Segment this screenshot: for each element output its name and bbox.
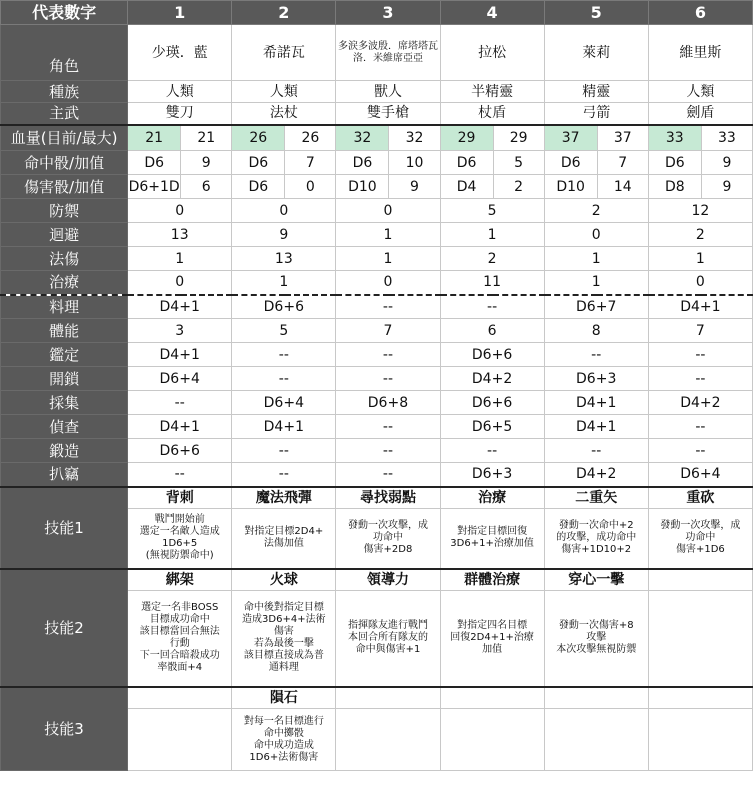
stat-scout: --	[648, 415, 752, 439]
stat-hit-value: 10	[389, 151, 440, 175]
row-label-hit: 命中骰/加值	[1, 151, 128, 175]
skill-name: 二重矢	[544, 487, 648, 509]
stat-magic: 1	[336, 247, 440, 271]
stat-hit-current: D6	[232, 151, 285, 175]
stat-unlock: D4+2	[440, 367, 544, 391]
stat-stamina: 3	[128, 319, 232, 343]
stat-hit-value: 7	[597, 151, 648, 175]
stat-dmg-current: D4	[440, 175, 493, 199]
character-race: 精靈	[544, 81, 648, 103]
stat-hp-current: 29	[440, 125, 493, 151]
stat-hit-value: 9	[701, 151, 752, 175]
character-weapon: 雙刀	[128, 103, 232, 125]
skill-name: 穿心一擊	[544, 569, 648, 591]
row-label-role: 角色	[1, 25, 128, 81]
skill-description: 指揮隊友進行戰鬥 本回合所有隊友的 命中與傷害+1	[336, 591, 440, 687]
skill-description: 發動一次攻擊，成 功命中 傷害+2D8	[336, 509, 440, 569]
stat-appraise: D4+1	[128, 343, 232, 367]
stat-defense: 5	[440, 199, 544, 223]
row-label-defense: 防禦	[1, 199, 128, 223]
stat-hp-value: 33	[701, 125, 752, 151]
row-label-race: 種族	[1, 81, 128, 103]
skill-name: 領導力	[336, 569, 440, 591]
stat-hp-value: 26	[285, 125, 336, 151]
stat-scout: D4+1	[544, 415, 648, 439]
stat-magic: 2	[440, 247, 544, 271]
stat-appraise: --	[648, 343, 752, 367]
stat-gather: D6+8	[336, 391, 440, 415]
skill-description	[336, 709, 440, 771]
stat-scout: D6+5	[440, 415, 544, 439]
row-label-skill3: 技能3	[1, 687, 128, 771]
column-number: 6	[648, 1, 752, 25]
stat-hp-current: 33	[648, 125, 701, 151]
stat-pick: --	[232, 463, 336, 487]
stat-unlock: --	[232, 367, 336, 391]
stat-stamina: 5	[232, 319, 336, 343]
stat-forge: D6+6	[128, 439, 232, 463]
skill-description: 戰鬥開始前 選定一名敵人造成 1D6+5 (無視防禦命中)	[128, 509, 232, 569]
stat-magic: 1	[128, 247, 232, 271]
character-race: 獸人	[336, 81, 440, 103]
row-label-pick: 扒竊	[1, 463, 128, 487]
stat-heal: 0	[336, 271, 440, 295]
character-weapon: 劍盾	[648, 103, 752, 125]
stat-hit-current: D6	[440, 151, 493, 175]
stat-gather: D6+6	[440, 391, 544, 415]
stat-defense: 0	[128, 199, 232, 223]
skill-description: 發動一次傷害+8 攻擊 本次攻擊無視防禦	[544, 591, 648, 687]
stat-hp-value: 29	[493, 125, 544, 151]
stat-defense: 0	[232, 199, 336, 223]
skill-description	[648, 591, 752, 687]
stat-hp-current: 32	[336, 125, 389, 151]
stat-hp-value: 21	[181, 125, 232, 151]
character-name: 希諾瓦	[232, 25, 336, 81]
stat-appraise: --	[544, 343, 648, 367]
row-label-dmg: 傷害骰/加值	[1, 175, 128, 199]
skill-name: 治療	[440, 487, 544, 509]
stat-pick: --	[336, 463, 440, 487]
column-number: 3	[336, 1, 440, 25]
character-race: 半精靈	[440, 81, 544, 103]
stat-scout: D4+1	[128, 415, 232, 439]
stat-pick: D4+2	[544, 463, 648, 487]
column-number: 4	[440, 1, 544, 25]
stat-gather: --	[128, 391, 232, 415]
character-weapon: 弓箭	[544, 103, 648, 125]
skill-description: 對每一名目標進行 命中擲骰 命中成功造成 1D6+法術傷害	[232, 709, 336, 771]
row-label-scout: 偵查	[1, 415, 128, 439]
skill-name	[648, 687, 752, 709]
column-number: 2	[232, 1, 336, 25]
stat-dmg-value: 9	[389, 175, 440, 199]
stat-heal: 1	[232, 271, 336, 295]
stat-appraise: --	[232, 343, 336, 367]
stat-hp-value: 37	[597, 125, 648, 151]
skill-name: 魔法飛彈	[232, 487, 336, 509]
stat-hp-value: 32	[389, 125, 440, 151]
stat-gather: D6+4	[232, 391, 336, 415]
character-name: 少瑛．藍	[128, 25, 232, 81]
column-number: 5	[544, 1, 648, 25]
stat-hit-value: 5	[493, 151, 544, 175]
row-label-skill2: 技能2	[1, 569, 128, 687]
stat-forge: --	[544, 439, 648, 463]
skill-name: 隕石	[232, 687, 336, 709]
stat-gather: D4+1	[544, 391, 648, 415]
stat-magic: 1	[648, 247, 752, 271]
stat-stamina: 8	[544, 319, 648, 343]
stat-hit-value: 9	[181, 151, 232, 175]
stat-hit-value: 7	[285, 151, 336, 175]
stat-evade: 1	[336, 223, 440, 247]
stat-defense: 2	[544, 199, 648, 223]
skill-name: 綁架	[128, 569, 232, 591]
column-number: 1	[128, 1, 232, 25]
skill-description: 對指定四名目標 回復2D4+1+治療 加值	[440, 591, 544, 687]
skill-name: 重砍	[648, 487, 752, 509]
stat-hit-current: D6	[128, 151, 181, 175]
stat-defense: 12	[648, 199, 752, 223]
stat-gather: D4+2	[648, 391, 752, 415]
row-label-forge: 鍛造	[1, 439, 128, 463]
header-label: 代表數字	[1, 1, 128, 25]
stat-cook: --	[440, 295, 544, 319]
stat-dmg-current: D6	[232, 175, 285, 199]
stat-stamina: 7	[648, 319, 752, 343]
stat-dmg-current: D10	[336, 175, 389, 199]
character-weapon: 法杖	[232, 103, 336, 125]
stat-defense: 0	[336, 199, 440, 223]
skill-name: 尋找弱點	[336, 487, 440, 509]
stat-unlock: --	[648, 367, 752, 391]
character-name: 萊莉	[544, 25, 648, 81]
row-label-skill1: 技能1	[1, 487, 128, 569]
stat-forge: --	[336, 439, 440, 463]
stat-evade: 0	[544, 223, 648, 247]
stat-dmg-value: 9	[701, 175, 752, 199]
skill-name: 群體治療	[440, 569, 544, 591]
stat-pick: D6+4	[648, 463, 752, 487]
skill-description: 命中後對指定目標 造成3D6+4+法術 傷害 若為最後一擊 該目標直接成為普 通料理	[232, 591, 336, 687]
stat-unlock: --	[336, 367, 440, 391]
stat-evade: 2	[648, 223, 752, 247]
skill-description: 選定一名非BOSS 目標成功命中 該目標當回合無法 行動 下一回合暗殺成功 率骰面+4	[128, 591, 232, 687]
character-name: 拉松	[440, 25, 544, 81]
stat-scout: D4+1	[232, 415, 336, 439]
stat-forge: --	[440, 439, 544, 463]
row-label-magic: 法傷	[1, 247, 128, 271]
stat-hp-current: 37	[544, 125, 597, 151]
stat-heal: 0	[648, 271, 752, 295]
row-label-hp: 血量(目前/最大)	[1, 125, 128, 151]
row-label-unlock: 開鎖	[1, 367, 128, 391]
skill-description	[544, 709, 648, 771]
character-race: 人類	[232, 81, 336, 103]
stat-hp-current: 21	[128, 125, 181, 151]
stat-evade: 9	[232, 223, 336, 247]
stat-magic: 13	[232, 247, 336, 271]
skill-name: 火球	[232, 569, 336, 591]
skill-description: 發動一次攻擊，成 功命中 傷害+1D6	[648, 509, 752, 569]
stat-heal: 11	[440, 271, 544, 295]
stat-evade: 13	[128, 223, 232, 247]
stat-unlock: D6+3	[544, 367, 648, 391]
skill-name	[128, 687, 232, 709]
stat-pick: --	[128, 463, 232, 487]
stat-dmg-value: 2	[493, 175, 544, 199]
row-label-stamina: 體能	[1, 319, 128, 343]
row-label-weapon: 主武	[1, 103, 128, 125]
stat-forge: --	[648, 439, 752, 463]
row-label-appraise: 鑑定	[1, 343, 128, 367]
stat-hit-current: D6	[544, 151, 597, 175]
stat-dmg-value: 14	[597, 175, 648, 199]
stat-magic: 1	[544, 247, 648, 271]
stat-pick: D6+3	[440, 463, 544, 487]
character-race: 人類	[128, 81, 232, 103]
character-weapon: 杖盾	[440, 103, 544, 125]
stat-dmg-current: D8	[648, 175, 701, 199]
stat-dmg-current: D6+1D	[128, 175, 181, 199]
character-name: 多涙多波殷．席塔塔瓦洛．米維席亞亞	[336, 25, 440, 81]
stat-dmg-value: 6	[181, 175, 232, 199]
stat-scout: --	[336, 415, 440, 439]
stat-dmg-current: D10	[544, 175, 597, 199]
skill-name	[336, 687, 440, 709]
stat-hit-current: D6	[648, 151, 701, 175]
skill-description: 發動一次命中+2 的攻擊，成功命中 傷害+1D10+2	[544, 509, 648, 569]
skill-name	[440, 687, 544, 709]
skill-name	[544, 687, 648, 709]
stat-evade: 1	[440, 223, 544, 247]
skill-description	[440, 709, 544, 771]
stat-stamina: 7	[336, 319, 440, 343]
character-name: 維里斯	[648, 25, 752, 81]
stat-cook: D4+1	[648, 295, 752, 319]
stat-heal: 0	[128, 271, 232, 295]
stat-forge: --	[232, 439, 336, 463]
stat-cook: --	[336, 295, 440, 319]
stat-cook: D6+7	[544, 295, 648, 319]
stat-dmg-value: 0	[285, 175, 336, 199]
row-label-heal: 治療	[1, 271, 128, 295]
row-label-evade: 迴避	[1, 223, 128, 247]
row-label-cook: 料理	[1, 295, 128, 319]
stat-appraise: --	[336, 343, 440, 367]
stat-unlock: D6+4	[128, 367, 232, 391]
stat-cook: D6+6	[232, 295, 336, 319]
skill-description	[128, 709, 232, 771]
stat-cook: D4+1	[128, 295, 232, 319]
skill-description	[648, 709, 752, 771]
character-weapon: 雙手槍	[336, 103, 440, 125]
stat-stamina: 6	[440, 319, 544, 343]
stat-appraise: D6+6	[440, 343, 544, 367]
character-race: 人類	[648, 81, 752, 103]
skill-name	[648, 569, 752, 591]
skill-name: 背刺	[128, 487, 232, 509]
stat-heal: 1	[544, 271, 648, 295]
skill-description: 對指定目標回復 3D6+1+治療加值	[440, 509, 544, 569]
row-label-gather: 採集	[1, 391, 128, 415]
skill-description: 對指定目標2D4+ 法傷加值	[232, 509, 336, 569]
stat-hp-current: 26	[232, 125, 285, 151]
stat-hit-current: D6	[336, 151, 389, 175]
